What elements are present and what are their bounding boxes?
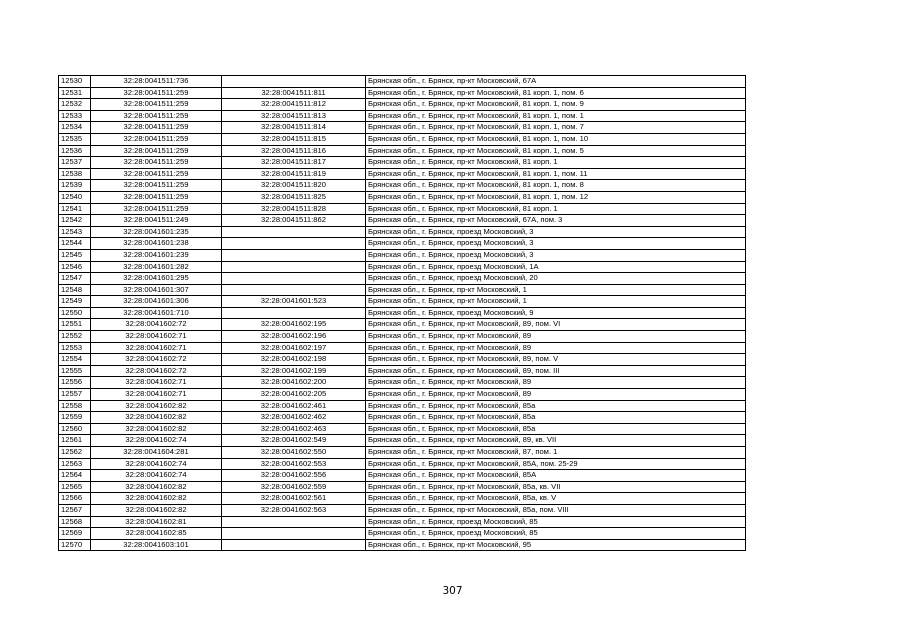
object-cadastral-cell: [222, 226, 366, 238]
row-number-cell: 12569: [59, 528, 91, 540]
row-number-cell: 12554: [59, 354, 91, 366]
object-cadastral-cell: 32:28:0041511:828: [222, 203, 366, 215]
row-number-cell: 12555: [59, 365, 91, 377]
table-row: [59, 307, 746, 319]
row-number-cell: 12532: [59, 99, 91, 111]
object-cadastral-cell: 32:28:0041511:817: [222, 157, 366, 169]
parcel-cadastral-cell: 32:28:0041602:82: [91, 423, 222, 435]
row-number-cell: 12533: [59, 110, 91, 122]
object-cadastral-cell: 32:28:0041602:200: [222, 377, 366, 389]
table-row: [59, 331, 746, 343]
row-number-cell: 12567: [59, 504, 91, 516]
address-cell: Брянская обл., г. Брянск, пр-кт Московский, 81 корп. 1, пом. 12: [366, 191, 746, 203]
parcel-cadastral-cell: 32:28:0041602:85: [91, 528, 222, 540]
object-cadastral-cell: 32:28:0041602:549: [222, 435, 366, 447]
row-number-cell: 12549: [59, 296, 91, 308]
table-row: [59, 284, 746, 296]
table-row: [59, 157, 746, 169]
row-number-cell: 12568: [59, 516, 91, 528]
table-row: [59, 354, 746, 366]
address-cell: Брянская обл., г. Брянск, пр-кт Московский, 1: [366, 296, 746, 308]
parcel-cadastral-cell: 32:28:0041602:72: [91, 354, 222, 366]
table-row: [59, 249, 746, 261]
address-cell: Брянская обл., г. Брянск, пр-кт Московский, 85а: [366, 412, 746, 424]
parcel-cadastral-cell: 32:28:0041602:82: [91, 504, 222, 516]
table-row: [59, 215, 746, 227]
address-cell: Брянская обл., г. Брянск, пр-кт Московский, 89: [366, 389, 746, 401]
table-row: [59, 516, 746, 528]
object-cadastral-cell: 32:28:0041602:199: [222, 365, 366, 377]
parcel-cadastral-cell: 32:28:0041602:82: [91, 412, 222, 424]
table-row: [59, 145, 746, 157]
object-cadastral-cell: 32:28:0041511:814: [222, 122, 366, 134]
object-cadastral-cell: 32:28:0041602:463: [222, 423, 366, 435]
parcel-cadastral-cell: 32:28:0041601:307: [91, 284, 222, 296]
table-row: [59, 180, 746, 192]
object-cadastral-cell: 32:28:0041602:462: [222, 412, 366, 424]
row-number-cell: 12544: [59, 238, 91, 250]
page-number: 307: [442, 585, 463, 597]
table-row: [59, 76, 746, 88]
address-cell: Брянская обл., г. Брянск, пр-кт Московский, 67А: [366, 76, 746, 88]
object-cadastral-cell: [222, 307, 366, 319]
table-row: [59, 412, 746, 424]
row-number-cell: 12551: [59, 319, 91, 331]
parcel-cadastral-cell: 32:28:0041602:72: [91, 319, 222, 331]
address-cell: Брянская обл., г. Брянск, проезд Московский, 20: [366, 273, 746, 285]
address-cell: Брянская обл., г. Брянск, проезд Московский, 3: [366, 226, 746, 238]
table-row: [59, 458, 746, 470]
object-cadastral-cell: 32:28:0041602:197: [222, 342, 366, 354]
table-row: [59, 365, 746, 377]
parcel-cadastral-cell: 32:28:0041601:295: [91, 273, 222, 285]
address-cell: Брянская обл., г. Брянск, пр-кт Московский, 81 корп. 1, пом. 11: [366, 168, 746, 180]
address-cell: Брянская обл., г. Брянск, пр-кт Московский, 89: [366, 331, 746, 343]
address-cell: Брянская обл., г. Брянск, пр-кт Московский, 81 корп. 1, пом. 9: [366, 99, 746, 111]
address-cell: Брянская обл., г. Брянск, проезд Московский, 1А: [366, 261, 746, 273]
object-cadastral-cell: 32:28:0041602:559: [222, 481, 366, 493]
table-row: [59, 122, 746, 134]
registry-table: [58, 75, 746, 551]
address-cell: Брянская обл., г. Брянск, проезд Московский, 85: [366, 516, 746, 528]
table-row: [59, 296, 746, 308]
object-cadastral-cell: [222, 76, 366, 88]
row-number-cell: 12547: [59, 273, 91, 285]
row-number-cell: 12542: [59, 215, 91, 227]
row-number-cell: 12543: [59, 226, 91, 238]
parcel-cadastral-cell: 32:28:0041511:259: [91, 122, 222, 134]
table-row: [59, 261, 746, 273]
parcel-cadastral-cell: 32:28:0041601:239: [91, 249, 222, 261]
address-cell: Брянская обл., г. Брянск, пр-кт Московский, 1: [366, 284, 746, 296]
parcel-cadastral-cell: 32:28:0041511:259: [91, 203, 222, 215]
address-cell: Брянская обл., г. Брянск, пр-кт Московский, 87, пом. 1: [366, 447, 746, 459]
object-cadastral-cell: 32:28:0041602:196: [222, 331, 366, 343]
parcel-cadastral-cell: 32:28:0041601:710: [91, 307, 222, 319]
object-cadastral-cell: [222, 516, 366, 528]
object-cadastral-cell: 32:28:0041602:563: [222, 504, 366, 516]
parcel-cadastral-cell: 32:28:0041602:71: [91, 331, 222, 343]
row-number-cell: 12545: [59, 249, 91, 261]
parcel-cadastral-cell: 32:28:0041511:736: [91, 76, 222, 88]
table-row: [59, 504, 746, 516]
table-row: [59, 238, 746, 250]
row-number-cell: 12552: [59, 331, 91, 343]
table-row: [59, 87, 746, 99]
registry-table-body: [59, 76, 746, 551]
row-number-cell: 12536: [59, 145, 91, 157]
address-cell: Брянская обл., г. Брянск, проезд Московский, 9: [366, 307, 746, 319]
table-row: [59, 423, 746, 435]
address-cell: Брянская обл., г. Брянск, пр-кт Московский, 89, кв. VII: [366, 435, 746, 447]
parcel-cadastral-cell: 32:28:0041511:259: [91, 110, 222, 122]
address-cell: Брянская обл., г. Брянск, пр-кт Московский, 95: [366, 539, 746, 551]
row-number-cell: 12535: [59, 133, 91, 145]
parcel-cadastral-cell: 32:28:0041603:101: [91, 539, 222, 551]
address-cell: Брянская обл., г. Брянск, пр-кт Московский, 85а: [366, 423, 746, 435]
object-cadastral-cell: 32:28:0041511:862: [222, 215, 366, 227]
row-number-cell: 12558: [59, 400, 91, 412]
table-row: [59, 226, 746, 238]
table-row: [59, 400, 746, 412]
table-row: [59, 273, 746, 285]
table-row: [59, 99, 746, 111]
address-cell: Брянская обл., г. Брянск, пр-кт Московский, 81 корп. 1: [366, 157, 746, 169]
table-row: [59, 203, 746, 215]
table-row: [59, 528, 746, 540]
parcel-cadastral-cell: 32:28:0041601:238: [91, 238, 222, 250]
address-cell: Брянская обл., г. Брянск, пр-кт Московский, 85а: [366, 400, 746, 412]
object-cadastral-cell: [222, 539, 366, 551]
address-cell: Брянская обл., г. Брянск, пр-кт Московский, 89, пом. III: [366, 365, 746, 377]
object-cadastral-cell: 32:28:0041511:815: [222, 133, 366, 145]
address-cell: Брянская обл., г. Брянск, пр-кт Московский, 85А: [366, 470, 746, 482]
address-cell: Брянская обл., г. Брянск, пр-кт Московский, 89: [366, 377, 746, 389]
address-cell: Брянская обл., г. Брянск, пр-кт Московский, 81 корп. 1, пом. 5: [366, 145, 746, 157]
row-number-cell: 12541: [59, 203, 91, 215]
table-row: [59, 435, 746, 447]
object-cadastral-cell: 32:28:0041602:198: [222, 354, 366, 366]
address-cell: Брянская обл., г. Брянск, пр-кт Московский, 89, пом. V: [366, 354, 746, 366]
object-cadastral-cell: 32:28:0041602:553: [222, 458, 366, 470]
address-cell: Брянская обл., г. Брянск, пр-кт Московский, 85а, пом. VIII: [366, 504, 746, 516]
object-cadastral-cell: 32:28:0041602:556: [222, 470, 366, 482]
address-cell: Брянская обл., г. Брянск, проезд Московский, 85: [366, 528, 746, 540]
row-number-cell: 12559: [59, 412, 91, 424]
parcel-cadastral-cell: 32:28:0041602:81: [91, 516, 222, 528]
parcel-cadastral-cell: 32:28:0041602:74: [91, 470, 222, 482]
object-cadastral-cell: 32:28:0041511:816: [222, 145, 366, 157]
parcel-cadastral-cell: 32:28:0041511:259: [91, 191, 222, 203]
object-cadastral-cell: [222, 238, 366, 250]
object-cadastral-cell: [222, 528, 366, 540]
table-row: [59, 377, 746, 389]
row-number-cell: 12557: [59, 389, 91, 401]
row-number-cell: 12565: [59, 481, 91, 493]
table-row: [59, 470, 746, 482]
row-number-cell: 12538: [59, 168, 91, 180]
parcel-cadastral-cell: 32:28:0041511:259: [91, 99, 222, 111]
table-row: [59, 342, 746, 354]
row-number-cell: 12531: [59, 87, 91, 99]
address-cell: Брянская обл., г. Брянск, пр-кт Московский, 85а, кв. VII: [366, 481, 746, 493]
address-cell: Брянская обл., г. Брянск, пр-кт Московский, 81 корп. 1, пом. 10: [366, 133, 746, 145]
parcel-cadastral-cell: 32:28:0041602:71: [91, 389, 222, 401]
parcel-cadastral-cell: 32:28:0041602:82: [91, 493, 222, 505]
address-cell: Брянская обл., г. Брянск, пр-кт Московский, 85А, пом. 25-29: [366, 458, 746, 470]
parcel-cadastral-cell: 32:28:0041602:82: [91, 400, 222, 412]
parcel-cadastral-cell: 32:28:0041511:259: [91, 157, 222, 169]
object-cadastral-cell: 32:28:0041511:812: [222, 99, 366, 111]
row-number-cell: 12563: [59, 458, 91, 470]
table-row: [59, 539, 746, 551]
parcel-cadastral-cell: 32:28:0041601:306: [91, 296, 222, 308]
table-row: [59, 133, 746, 145]
object-cadastral-cell: [222, 249, 366, 261]
object-cadastral-cell: 32:28:0041511:811: [222, 87, 366, 99]
row-number-cell: 12550: [59, 307, 91, 319]
object-cadastral-cell: 32:28:0041602:561: [222, 493, 366, 505]
table-row: [59, 447, 746, 459]
row-number-cell: 12570: [59, 539, 91, 551]
row-number-cell: 12540: [59, 191, 91, 203]
address-cell: Брянская обл., г. Брянск, пр-кт Московский, 89, пом. VI: [366, 319, 746, 331]
row-number-cell: 12539: [59, 180, 91, 192]
address-cell: Брянская обл., г. Брянск, пр-кт Московский, 89: [366, 342, 746, 354]
parcel-cadastral-cell: 32:28:0041601:282: [91, 261, 222, 273]
parcel-cadastral-cell: 32:28:0041511:259: [91, 168, 222, 180]
object-cadastral-cell: 32:28:0041602:461: [222, 400, 366, 412]
table-row: [59, 481, 746, 493]
row-number-cell: 12561: [59, 435, 91, 447]
object-cadastral-cell: [222, 273, 366, 285]
object-cadastral-cell: 32:28:0041602:195: [222, 319, 366, 331]
address-cell: Брянская обл., г. Брянск, пр-кт Московский, 81 корп. 1: [366, 203, 746, 215]
parcel-cadastral-cell: 32:28:0041604:281: [91, 447, 222, 459]
parcel-cadastral-cell: 32:28:0041511:259: [91, 145, 222, 157]
object-cadastral-cell: [222, 261, 366, 273]
parcel-cadastral-cell: 32:28:0041602:71: [91, 342, 222, 354]
address-cell: Брянская обл., г. Брянск, проезд Московский, 3: [366, 238, 746, 250]
parcel-cadastral-cell: 32:28:0041511:259: [91, 133, 222, 145]
address-cell: Брянская обл., г. Брянск, пр-кт Московский, 81 корп. 1, пом. 7: [366, 122, 746, 134]
table-row: [59, 319, 746, 331]
table-row: [59, 493, 746, 505]
row-number-cell: 12556: [59, 377, 91, 389]
row-number-cell: 12562: [59, 447, 91, 459]
address-cell: Брянская обл., г. Брянск, проезд Московский, 3: [366, 249, 746, 261]
parcel-cadastral-cell: 32:28:0041602:74: [91, 435, 222, 447]
row-number-cell: 12560: [59, 423, 91, 435]
object-cadastral-cell: 32:28:0041511:825: [222, 191, 366, 203]
table-row: [59, 110, 746, 122]
table-row: [59, 191, 746, 203]
parcel-cadastral-cell: 32:28:0041511:249: [91, 215, 222, 227]
address-cell: Брянская обл., г. Брянск, пр-кт Московский, 85а, кв. V: [366, 493, 746, 505]
parcel-cadastral-cell: 32:28:0041602:72: [91, 365, 222, 377]
row-number-cell: 12548: [59, 284, 91, 296]
table-row: [59, 168, 746, 180]
object-cadastral-cell: 32:28:0041602:550: [222, 447, 366, 459]
parcel-cadastral-cell: 32:28:0041602:74: [91, 458, 222, 470]
address-cell: Брянская обл., г. Брянск, пр-кт Московский, 81 корп. 1, пом. 8: [366, 180, 746, 192]
row-number-cell: 12530: [59, 76, 91, 88]
row-number-cell: 12534: [59, 122, 91, 134]
parcel-cadastral-cell: 32:28:0041511:259: [91, 87, 222, 99]
row-number-cell: 12553: [59, 342, 91, 354]
table-row: [59, 389, 746, 401]
object-cadastral-cell: [222, 284, 366, 296]
row-number-cell: 12564: [59, 470, 91, 482]
address-cell: Брянская обл., г. Брянск, пр-кт Московский, 81 корп. 1, пом. 1: [366, 110, 746, 122]
parcel-cadastral-cell: 32:28:0041602:71: [91, 377, 222, 389]
object-cadastral-cell: 32:28:0041602:205: [222, 389, 366, 401]
parcel-cadastral-cell: 32:28:0041601:235: [91, 226, 222, 238]
address-cell: Брянская обл., г. Брянск, пр-кт Московский, 67А, пом. 3: [366, 215, 746, 227]
parcel-cadastral-cell: 32:28:0041511:259: [91, 180, 222, 192]
object-cadastral-cell: 32:28:0041511:820: [222, 180, 366, 192]
object-cadastral-cell: 32:28:0041511:819: [222, 168, 366, 180]
row-number-cell: 12546: [59, 261, 91, 273]
row-number-cell: 12537: [59, 157, 91, 169]
object-cadastral-cell: 32:28:0041601:523: [222, 296, 366, 308]
address-cell: Брянская обл., г. Брянск, пр-кт Московский, 81 корп. 1, пом. 6: [366, 87, 746, 99]
row-number-cell: 12566: [59, 493, 91, 505]
object-cadastral-cell: 32:28:0041511:813: [222, 110, 366, 122]
parcel-cadastral-cell: 32:28:0041602:82: [91, 481, 222, 493]
